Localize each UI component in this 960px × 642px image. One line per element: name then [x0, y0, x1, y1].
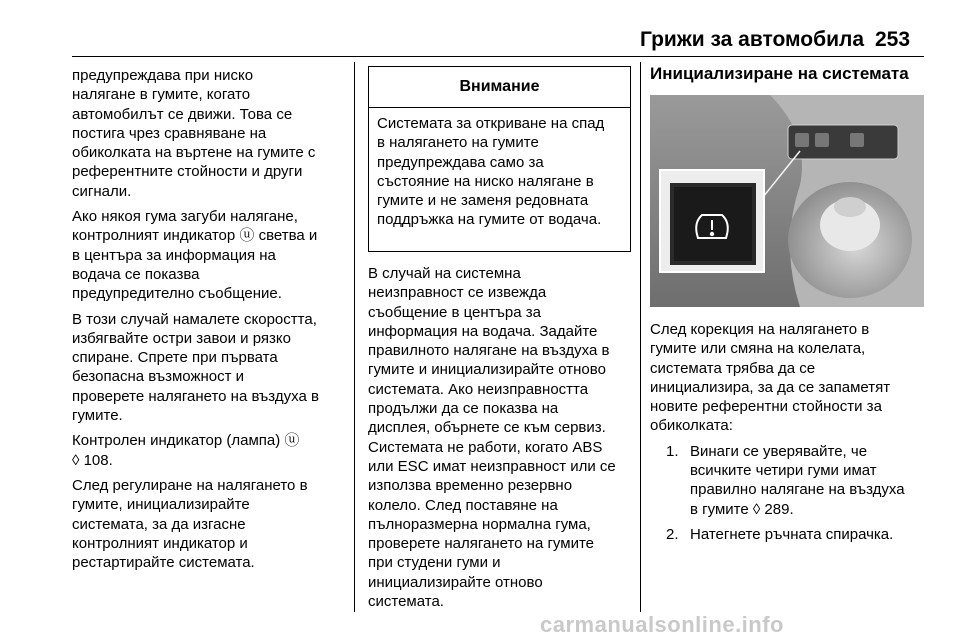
column-3	[650, 320, 928, 550]
text-line: състояние на ниско налягане в	[377, 172, 594, 190]
text-line: проверете налягането на гумите	[368, 535, 595, 553]
text-line: системата. Ако неизправността	[368, 380, 589, 398]
list-item	[650, 525, 928, 544]
step-number: 1.	[666, 442, 679, 460]
col2-paragraph-1	[368, 264, 634, 611]
text-line: След корекция на налягането в	[650, 321, 870, 338]
warning-box	[368, 66, 631, 252]
initialization-steps	[650, 442, 928, 544]
text-line: използва временно резервно	[368, 477, 573, 495]
col1-paragraph-4	[72, 431, 348, 470]
text-line: В случай на системна	[368, 265, 521, 282]
text-line: Контролен индикатор (лампа) ⓤ	[72, 432, 300, 450]
col1-paragraph-3	[72, 310, 348, 426]
text-line: проверете налягането на въздуха в	[72, 387, 319, 405]
text-line: референтните стойности и други	[72, 163, 303, 181]
text-line: правилно налягане на въздуха	[690, 481, 905, 499]
column-1	[72, 66, 348, 578]
text-line: гумите, инициализирайте	[72, 496, 250, 514]
text-line: Системата за откриване на спад	[377, 115, 605, 132]
text-line: продължи да се показва на	[368, 400, 559, 418]
text-line: Винаги се уверявайте, че	[690, 442, 868, 460]
text-line: контролният индикатор ⓤ светва и	[72, 227, 318, 245]
text-line: предупредително съобщение.	[72, 285, 282, 303]
text-line: системата.	[368, 593, 444, 611]
text-line: обиколката на въртене на гумите с	[72, 144, 316, 162]
watermark: carmanualsonline.info	[540, 612, 784, 637]
text-line: или ESC имат неизправност или се	[368, 457, 616, 475]
step-number: 2.	[666, 525, 679, 543]
text-line: спиране. Спрете при първата	[72, 349, 278, 367]
text-line: в центъра за информация на	[72, 246, 276, 264]
text-line: информация на водача. Задайте	[368, 322, 598, 340]
text-line: предупреждава при ниско	[72, 67, 254, 84]
text-line: Ако някоя гума загуби налягане,	[72, 208, 298, 226]
column-divider-left	[354, 62, 355, 612]
tpms-button-photo	[650, 95, 924, 307]
text-line: гумите или смяна на колелата,	[650, 340, 866, 358]
section-title: Инициализиране на системата	[650, 64, 909, 83]
column-2	[368, 264, 634, 617]
header-rule	[72, 56, 924, 57]
text-line: пълноразмерна нормална гума,	[368, 515, 591, 533]
text-line: колело. След поставяне на	[368, 496, 558, 514]
text-line: гумите.	[72, 407, 123, 425]
text-line: избягвайте остри завои и рязко	[72, 329, 291, 347]
text-line: контролният индикатор и	[72, 534, 248, 552]
text-line: неизправност се извежда	[368, 284, 547, 302]
text-line: сигнали.	[72, 182, 132, 200]
text-line: дисплея, обърнете се към сервиз.	[368, 419, 606, 437]
text-line: в налягането на гумите	[377, 134, 539, 152]
text-line: инициализира, за да се запаметят	[650, 378, 891, 396]
text-line: Натегнете ръчната спирачка.	[690, 525, 894, 543]
text-line: След регулиране на налягането в	[72, 476, 308, 494]
list-item	[650, 442, 928, 519]
text-line: автомобилът се движи. Това се	[72, 105, 293, 123]
text-line: съобщение в центъра за	[368, 303, 541, 321]
col1-paragraph-1	[72, 66, 348, 201]
text-line: Системата не работи, когато ABS	[368, 438, 603, 456]
text-line: системата трябва да се	[650, 359, 816, 377]
text-line: новите референтни стойности за	[650, 398, 882, 416]
text-line: постига чрез сравняване на	[72, 124, 267, 142]
text-line: всичките четири гуми имат	[690, 462, 877, 480]
warning-body	[369, 108, 630, 236]
page-header-title: Грижи за автомобила	[640, 28, 865, 51]
text-line: водача се показва	[72, 265, 200, 283]
text-line: системата, за да изгасне	[72, 515, 246, 533]
col3-paragraph-1	[650, 320, 928, 436]
text-line: налягане в гумите, когато	[72, 86, 251, 104]
col1-paragraph-2	[72, 207, 348, 303]
text-line: В този случай намалете скоростта,	[72, 310, 317, 328]
text-line: гумите и инициализирайте отново	[368, 361, 606, 379]
col1-paragraph-5	[72, 476, 348, 572]
page-reference-link[interactable]: ◊ 108.	[72, 451, 113, 469]
page-number: 253	[875, 28, 911, 51]
text-line: обиколката:	[650, 417, 733, 435]
text-line: гумите и не заменя редовната	[377, 192, 589, 210]
text-line: при студени гуми и	[368, 554, 501, 572]
page-reference-link[interactable]: в гумите ◊ 289.	[690, 500, 794, 518]
text-line: инициализирайте отново	[368, 573, 543, 591]
text-line: правилното налягане на въздуха в	[368, 342, 610, 360]
text-line: предупреждава само за	[377, 153, 544, 171]
text-line: поддръжка на гумите от водача.	[377, 211, 602, 229]
warning-title: Внимание	[369, 67, 630, 108]
text-line: рестартирайте системата.	[72, 554, 255, 572]
text-line: безопасна възможност и	[72, 368, 245, 386]
column-divider-right	[640, 62, 641, 612]
